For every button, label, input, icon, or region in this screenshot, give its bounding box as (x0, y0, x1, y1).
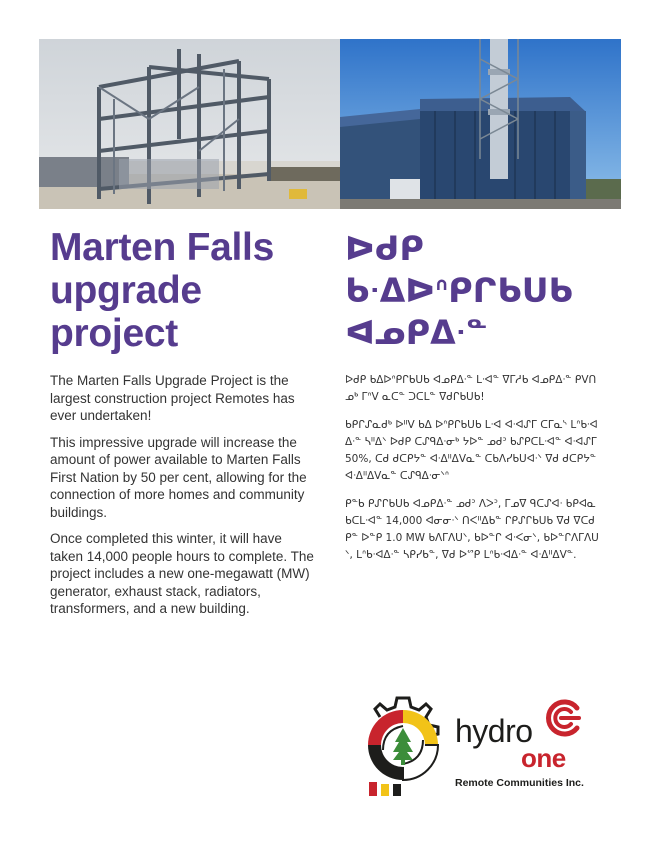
brand-one-text: one (521, 743, 566, 773)
header-photos (39, 39, 621, 209)
syllabics-title: ᐅᑯᑭ ᑲᐧᐃᐅᐢᑭᒋᑲᑌᑲ ᐊᓄᑭᐃᐧᓐ (345, 229, 574, 352)
english-paragraph-3: Once completed this winter, it will have taken 14,000 people hours to complete. The project includes a new one-megawatt (MW) generator, exhaust stack, radiators, transformers, and a new building. (50, 531, 314, 616)
english-title: Marten Falls upgrade project (50, 226, 274, 355)
hydro-one-logo (355, 690, 615, 800)
brand-subtitle: Remote Communities Inc. (455, 777, 584, 789)
syllabics-paragraph-2: ᑲᑭᒋᔑᓇᑯᒃ ᐅᐦᐯ ᑲᐃ ᐅᐢᑭᒋᑲᑌᑲ ᒪᐧᐊ ᐊᐧᐊᔑᒥ ᑕᒥᓇᔅ ᒪᐢᑲᐧᐊᐃᐧᓐ ᓴᐦᐃᐠ ᐅᑯᑭ ᑕᔑᑫᐃᐧᓂᒃ ᔭᐅᓐ ᓄᑯᐣ ᑲᔑᑭᑕᒪᐧᐊᓐ ᐊᐧᐊᔑᒥ 50%, ᑕᑯ ᑯᑕᑭᔭᓐ ᐊᐧᐃᐦᐃᐯᓇᓐ ᑕᑲᐱᓯᑲᑌᐊᐧᐠ ᐁᑯ ᑯᑕᑭᔭᓐ ᐊᐧᐃᐦᐃᐯᓇᓐ ᑕᔑᑫᐃᐧᓂᐠᐢ (345, 419, 598, 482)
generator-building-photo (340, 39, 621, 209)
brand-hydro-text: hydro (455, 713, 533, 749)
medicine-wheel-tree-icon (355, 690, 451, 800)
syllabics-paragraph-3: ᑭᓐᑲ ᑭᔑᒋᑲᑌᑲ ᐊᓄᑭᐃᐧᓐ ᓄᑯᐣ ᐱᐳᐣ, ᒥᓄᐁ ᑫᑕᔑᐊᐧ ᑲᑭᐊᓇᑲᑕᒪᐧᐊᓐ 14,000 ᐊᓂᓂᐧᐠ ᑎᐸᐦᐃᑲᓐ ᒋᑭᔑᒋᑲᑌᑲ ᐁᑯ ᐁᑕᑯᑭᓐ ᐅᓐᑭ 1.0 MW ᑲᐱᒥᐱᑌᐠ, ᑲᐅᓐᒋ ᐊᐧᐸᓂᐠ, ᑲᐅᓐᒋᐱᒥᐱᑌᐠ, ᒪᐢᑲᐧᐊᐃᐧᓐ ᓴᑭᓯᑲᓐ, ᐁᑯ ᐅᔥᑭ ᒪᐢᑲᐧᐊᐃᐧᓐ ᐊᐧᐃᐦᐃᐯᓐ. (345, 498, 599, 561)
syllabics-body (345, 372, 600, 575)
construction-frame-photo (39, 39, 340, 209)
english-paragraph-1: The Marten Falls Upgrade Project is the largest construction project Remotes has ever undertaken! (50, 373, 295, 423)
english-body (50, 372, 315, 627)
english-paragraph-2: This impressive upgrade will increase the amount of power available to Marten Falls First Nation by 50 per cent, allowing for the connection of more homes and community buildings. (50, 434, 307, 520)
syllabics-paragraph-1: ᐅᑯᑭ ᑲᐃᐅᐢᑭᒋᑲᑌᑲ ᐊᓄᑭᐃᐧᓐ ᒪᐧᐊᓐ ᐁᒥᓱᑲ ᐊᓄᑭᐃᐧᓐ ᑭᐯᑎᓄᒃ ᒥᐢᐯ ᓇᑕᓐ ᑐᑕᒪᓐ ᐁᑯᒋᑲᑌᑲ! (345, 374, 597, 403)
hydro-one-swirl-icon (543, 698, 583, 738)
